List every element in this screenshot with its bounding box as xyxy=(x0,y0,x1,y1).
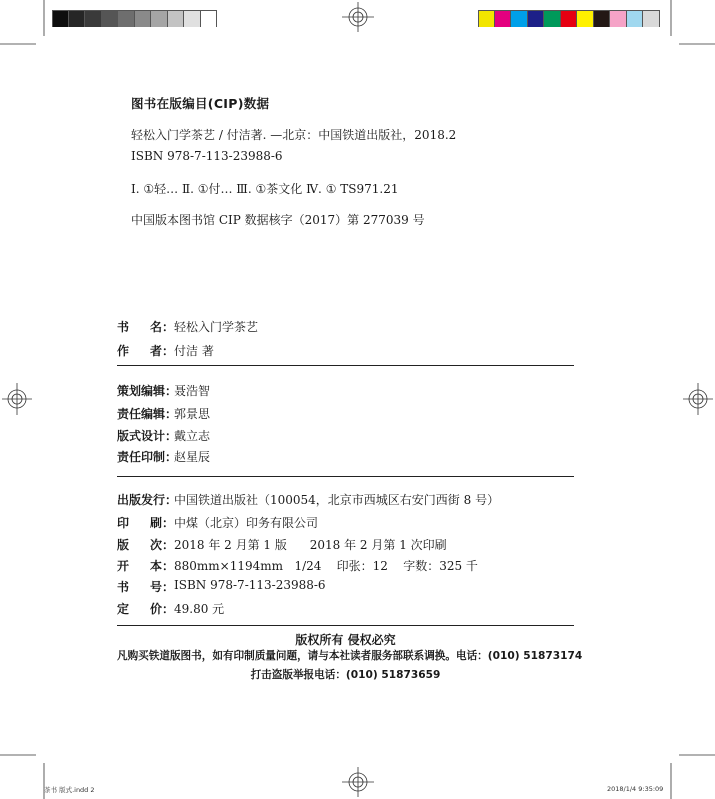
print-supervisor-label: 责任印制： xyxy=(117,450,178,464)
responsible-editor-row xyxy=(117,405,210,422)
planning-editor-row xyxy=(117,382,210,399)
book-title-value: 轻松入门学茶艺 xyxy=(174,320,259,334)
planning-editor-label: 策划编辑： xyxy=(117,384,178,398)
cip-title: 图书在版编目(CIP)数据 xyxy=(131,96,270,111)
responsible-editor-label: 责任编辑： xyxy=(117,407,178,421)
isbn-value: ISBN 978-7-113-23988-6 xyxy=(174,578,326,592)
isbn-label: 书 号： xyxy=(117,580,174,594)
copyright-notice: 版权所有 侵权必究 xyxy=(295,633,396,647)
edition-label: 版 次： xyxy=(117,538,174,552)
edition-row xyxy=(117,536,447,553)
edition-value: 2018 年 2 月第 1 版 2018 年 2 月第 1 次印刷 xyxy=(174,538,447,552)
author-value: 付洁 著 xyxy=(174,344,214,358)
planning-editor-value: 聂浩智 xyxy=(174,384,211,398)
printer-value: 中煤（北京）印务有限公司 xyxy=(174,516,319,530)
print-supervisor-row xyxy=(117,448,210,465)
divider-rule xyxy=(117,476,574,477)
publisher-row xyxy=(117,491,499,508)
format-label: 开 本： xyxy=(117,559,174,573)
registration-mark-right xyxy=(683,383,713,415)
book-title-label: 书 名： xyxy=(117,320,174,334)
printer-label: 印 刷： xyxy=(117,516,174,530)
publisher-value: 中国铁道出版社（100054，北京市西城区右安门西街 8 号） xyxy=(174,493,500,507)
cip-classification-line: Ⅰ. ①轻… Ⅱ. ①付… Ⅲ. ①茶文化 Ⅳ. ① TS971.21 xyxy=(131,182,399,196)
book-title-row xyxy=(117,318,258,335)
format-row xyxy=(117,557,478,574)
format-value: 880mm×1194mm 1/24 印张：12 字数：325 千 xyxy=(174,559,478,573)
isbn-row xyxy=(117,578,326,595)
anti-piracy-notice: 打击盗版举报电话：(010) 51873659 xyxy=(250,669,441,681)
slug-timestamp: 2018/1/4 9:35:09 xyxy=(607,785,664,793)
price-label: 定 价： xyxy=(117,602,174,616)
divider-rule xyxy=(117,625,574,626)
layout-designer-row xyxy=(117,427,210,444)
quality-notice: 凡购买铁道版图书，如有印制质量问题，请与本社读者服务部联系调换。电话：(010) 51873174 xyxy=(117,650,583,662)
price-value: 49.80 元 xyxy=(174,602,225,616)
cip-bibliographic-line: 轻松入门学茶艺 / 付洁著. —北京：中国铁道出版社，2018.2 xyxy=(131,128,457,142)
author-row xyxy=(117,342,214,359)
slug-file-name: 茶书 版式.indd 2 xyxy=(44,786,95,794)
layout-designer-label: 版式设计： xyxy=(117,429,178,443)
price-row xyxy=(117,600,224,617)
printer-row xyxy=(117,514,318,531)
divider-rule xyxy=(117,365,574,366)
registration-mark-top xyxy=(342,2,374,32)
cip-isbn-line: ISBN 978-7-113-23988-6 xyxy=(131,149,283,163)
layout-designer-value: 戴立志 xyxy=(174,429,211,443)
responsible-editor-value: 郭景思 xyxy=(174,407,211,421)
registration-mark-left xyxy=(2,383,32,415)
registration-mark-bottom xyxy=(342,767,374,797)
author-label: 作 者： xyxy=(117,344,174,358)
publisher-label: 出版发行： xyxy=(117,493,178,507)
print-supervisor-value: 赵星辰 xyxy=(174,450,211,464)
cip-record-number-line: 中国版本图书馆 CIP 数据核字（2017）第 277039 号 xyxy=(131,213,425,227)
